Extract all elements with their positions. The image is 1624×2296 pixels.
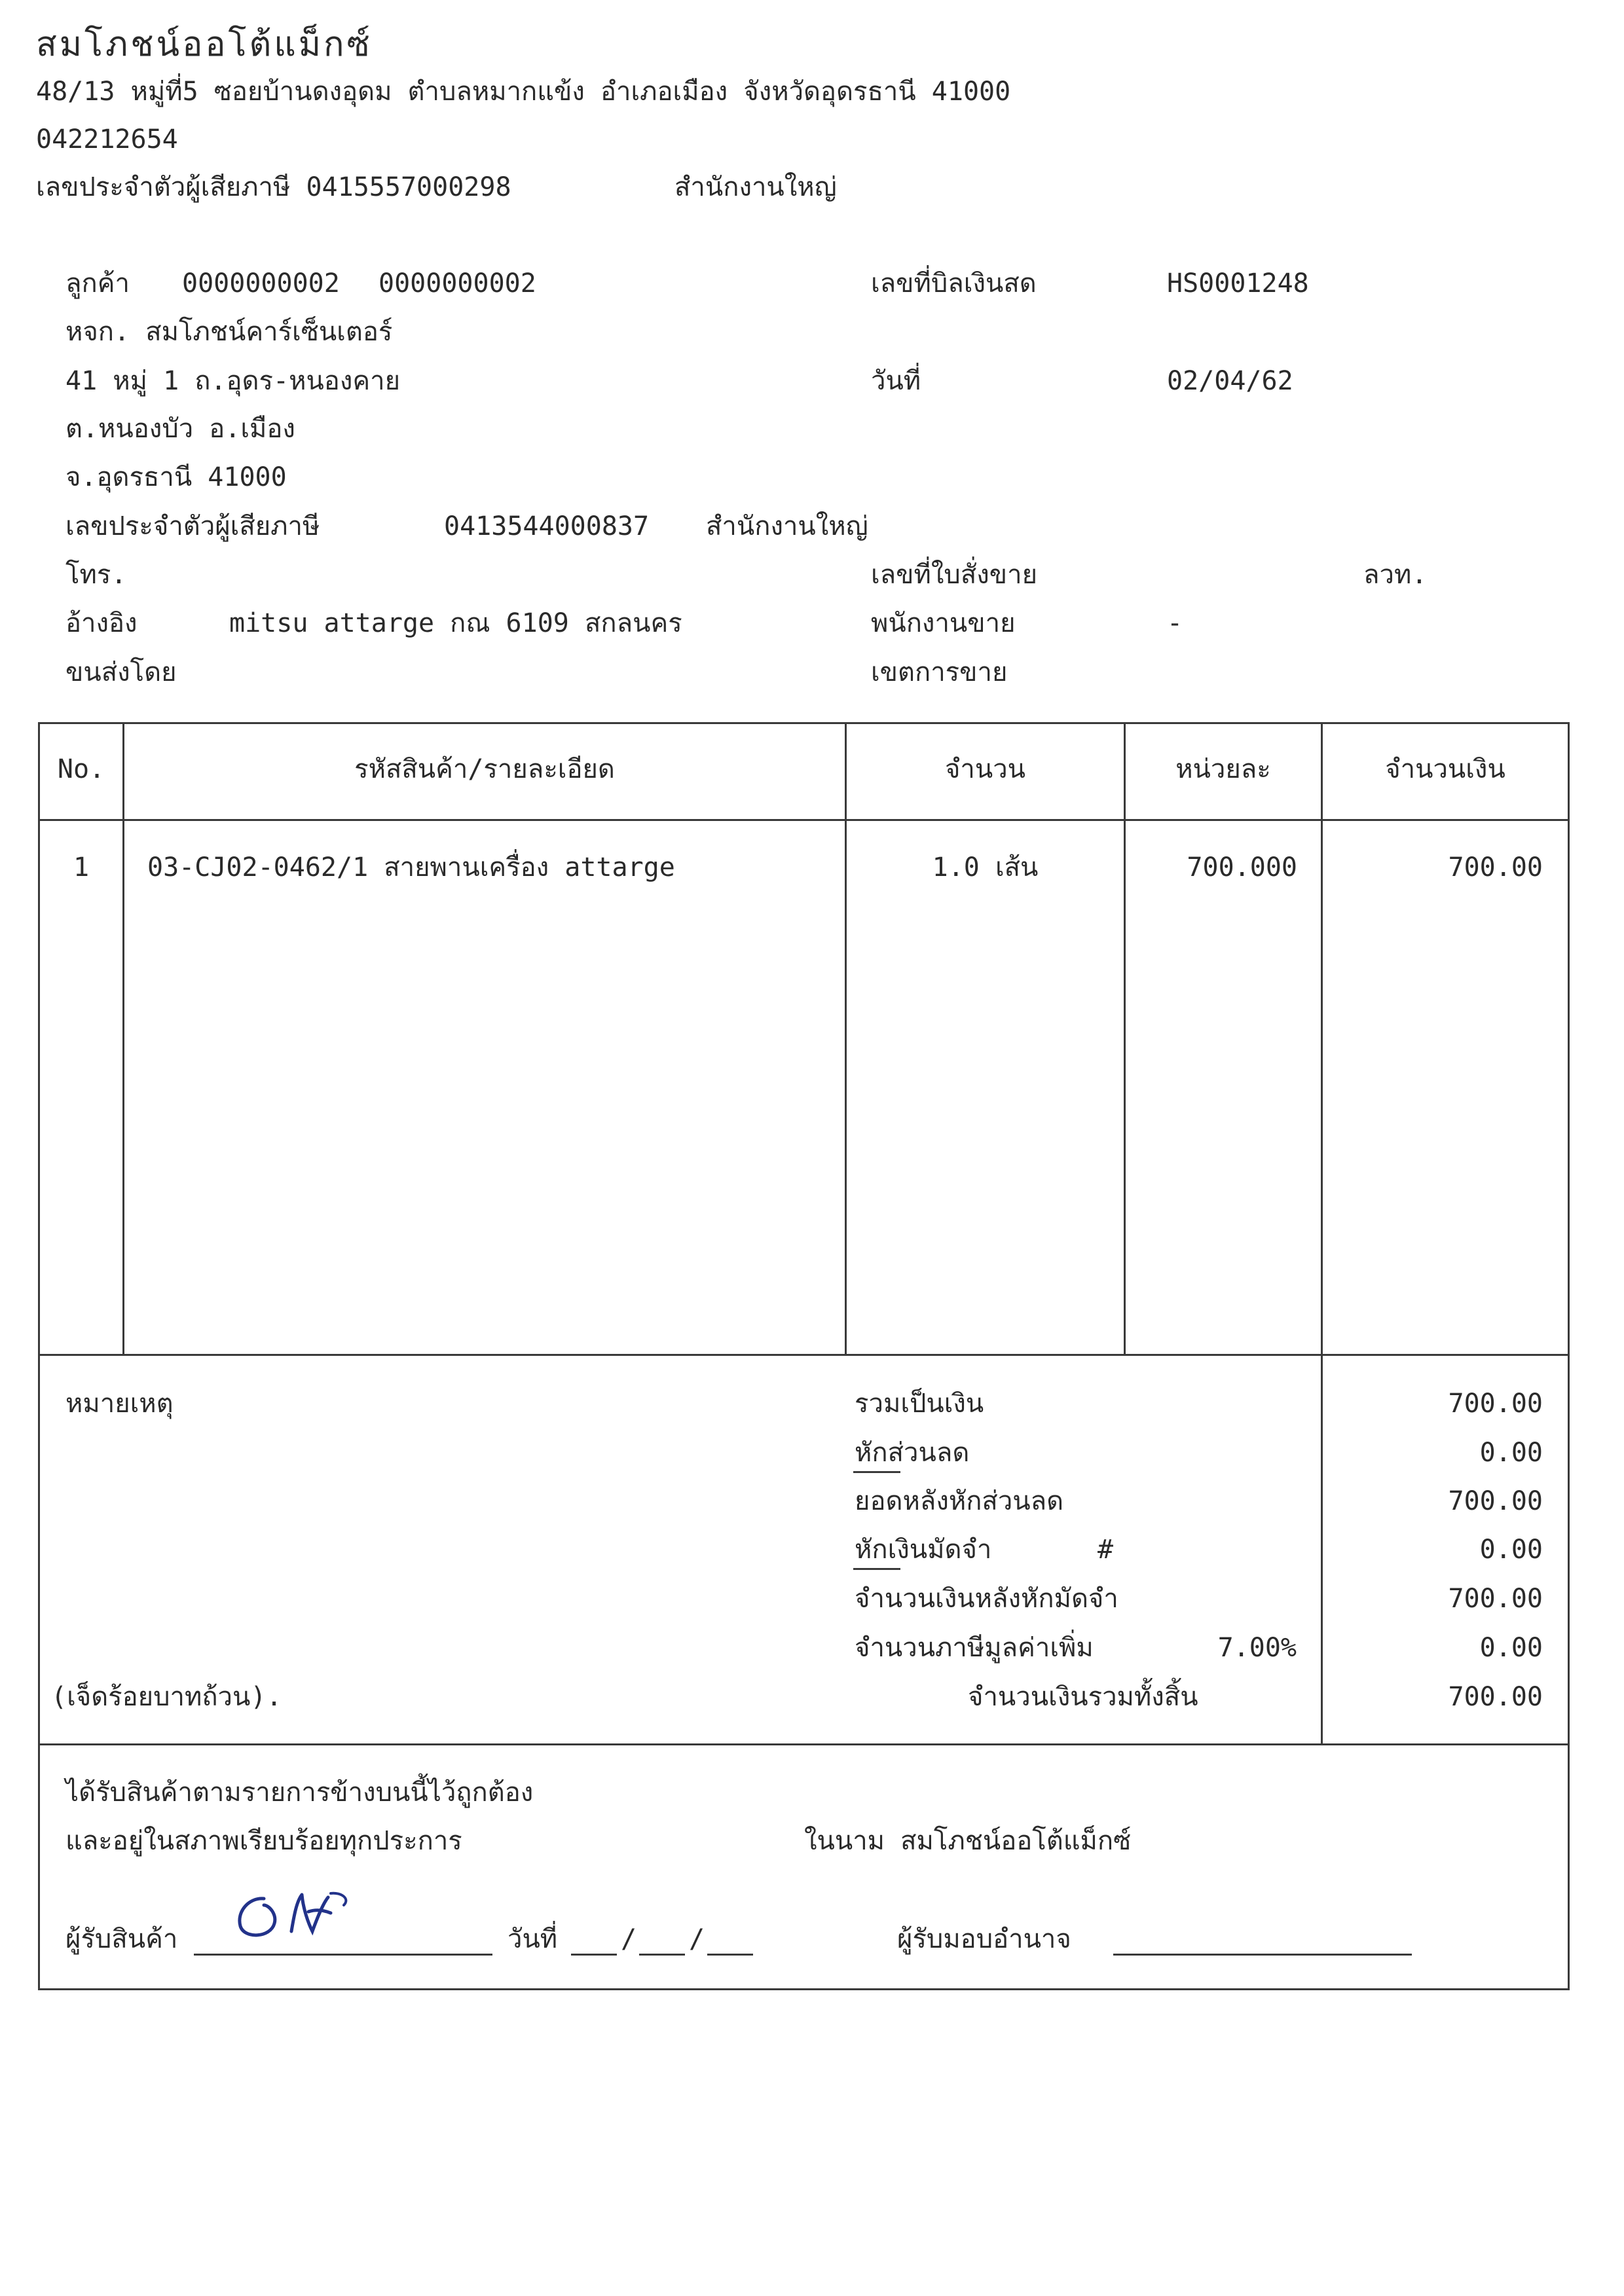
company-tax-id: เลขประจำตัวผู้เสียภาษี 0415557000298 bbox=[36, 172, 511, 202]
after-discount-value: 700.00 bbox=[1448, 1486, 1543, 1516]
customer-branch: สำนักงานใหญ่ bbox=[706, 511, 868, 541]
customer-address-2: ต.หนองบัว อ.เมือง bbox=[65, 414, 295, 444]
on-behalf-of: ในนาม สมโภชน์ออโต้แม็กซ์ bbox=[804, 1826, 1132, 1856]
bill-number: HS0001248 bbox=[1167, 268, 1309, 299]
receipt-confirmation-line-1: ได้รับสินค้าตามรายการข้างบนนี้ไว้ถูกต้อง bbox=[65, 1777, 534, 1808]
row-number: 1 bbox=[73, 852, 90, 883]
vat-label: จำนวนภาษีมูลค่าเพิ่ม bbox=[855, 1633, 1094, 1663]
table-border-right bbox=[1568, 722, 1570, 1990]
receiver-signature bbox=[226, 1886, 435, 1948]
discount-underline bbox=[853, 1471, 900, 1473]
discount-value: 0.00 bbox=[1479, 1438, 1543, 1468]
deposit-value: 0.00 bbox=[1479, 1535, 1543, 1565]
discount-label bbox=[855, 1440, 969, 1466]
receipt-confirmation-line-2: และอยู่ในสภาพเรียบร้อยทุกประการ bbox=[65, 1826, 462, 1856]
date-blank-month bbox=[639, 1954, 685, 1956]
deposit-label bbox=[855, 1537, 991, 1563]
customer-phone-label: โทร. bbox=[65, 560, 127, 590]
deposit-label-deduct: หัก bbox=[855, 1535, 888, 1565]
row-description: 03-CJ02-0462/1 สายพานเครื่อง attarge bbox=[147, 852, 675, 883]
vat-rate: 7.00% bbox=[1217, 1633, 1297, 1663]
deposit-hash: # bbox=[1098, 1535, 1114, 1565]
date-slash-icon: / bbox=[689, 1924, 705, 1954]
subtotal-label: รวมเป็นเงิน bbox=[855, 1389, 984, 1419]
column-header-no: No. bbox=[57, 754, 105, 784]
salesman-value: - bbox=[1167, 608, 1183, 638]
deposit-label-text: เงินมัดจำ bbox=[887, 1535, 992, 1565]
receiver-signature-line bbox=[194, 1954, 492, 1956]
bill-number-label: เลขที่บิลเงินสด bbox=[871, 268, 1037, 299]
deposit-underline bbox=[853, 1568, 900, 1570]
table-border-bottom bbox=[38, 1988, 1570, 1990]
discount-label-deduct: หัก bbox=[855, 1438, 888, 1468]
authorized-signature-line bbox=[1113, 1954, 1412, 1956]
company-phone: 042212654 bbox=[36, 124, 178, 155]
date-blank-year bbox=[707, 1954, 753, 1956]
customer-code-2: 0000000002 bbox=[378, 268, 536, 299]
salesman-label: พนักงานขาย bbox=[871, 608, 1016, 638]
shipping-label: ขนส่งโดย bbox=[65, 657, 177, 687]
vat-value: 0.00 bbox=[1479, 1633, 1543, 1663]
row-quantity: 1.0 เส้น bbox=[932, 852, 1039, 883]
column-header-amount: จำนวนเงิน bbox=[1385, 754, 1505, 784]
column-header-description: รหัสสินค้า/รายละเอียด bbox=[354, 754, 615, 784]
column-divider bbox=[845, 722, 847, 1355]
order-number-label: เลขที่ใบสั่งขาย bbox=[871, 560, 1038, 590]
signature-scribble bbox=[226, 1886, 435, 1948]
after-deposit-label: จำนวนเงินหลังหักมัดจำ bbox=[855, 1584, 1118, 1614]
order-number: ลวท. bbox=[1363, 560, 1428, 590]
company-name: สมโภชน์ออโต้แม็กซ์ bbox=[36, 25, 373, 64]
grand-total-label: จำนวนเงินรวมทั้งสิ้น bbox=[968, 1682, 1198, 1712]
row-amount: 700.00 bbox=[1448, 852, 1543, 883]
customer-code-1: 0000000002 bbox=[182, 268, 340, 299]
column-divider bbox=[122, 722, 124, 1355]
receiver-label: ผู้รับสินค้า bbox=[65, 1924, 178, 1954]
after-discount-label: ยอดหลังหักส่วนลด bbox=[855, 1486, 1064, 1516]
document-date: 02/04/62 bbox=[1167, 366, 1293, 396]
date-blank-day bbox=[571, 1954, 617, 1956]
receipt-date-label: วันที่ bbox=[507, 1924, 558, 1954]
customer-tax-id: 0413544000837 bbox=[444, 511, 650, 541]
date-slash-icon: / bbox=[621, 1924, 637, 1954]
company-branch: สำนักงานใหญ่ bbox=[674, 172, 837, 202]
sales-area-label: เขตการขาย bbox=[871, 657, 1008, 687]
column-divider bbox=[1124, 722, 1126, 1355]
after-deposit-value: 700.00 bbox=[1448, 1584, 1543, 1614]
reference-value: mitsu attarge กณ 6109 สกลนคร bbox=[229, 608, 682, 638]
grand-total-value: 700.00 bbox=[1448, 1682, 1543, 1712]
table-border-left bbox=[38, 722, 40, 1990]
summary-bottom-divider bbox=[38, 1743, 1570, 1745]
column-header-quantity: จำนวน bbox=[944, 754, 1026, 784]
customer-address-3: จ.อุดรธานี 41000 bbox=[65, 462, 287, 492]
company-address: 48/13 หมู่ที่5 ซอยบ้านดงอุดม ตำบลหมากแข้ง อำเภอเมือง จังหวัดอุดรธานี 41000 bbox=[36, 77, 1011, 107]
subtotal-value: 700.00 bbox=[1448, 1389, 1543, 1419]
customer-label: ลูกค้า bbox=[65, 268, 130, 299]
header-divider bbox=[38, 819, 1570, 821]
reference-label: อ้างอิง bbox=[65, 608, 138, 638]
customer-tax-label: เลขประจำตัวผู้เสียภาษี bbox=[65, 511, 320, 541]
table-border-top bbox=[38, 722, 1570, 724]
column-header-unit-price: หน่วยละ bbox=[1175, 754, 1271, 784]
customer-name: หจก. สมโภชน์คาร์เซ็นเตอร์ bbox=[65, 317, 393, 347]
items-bottom-divider bbox=[38, 1354, 1570, 1356]
row-unit-price: 700.000 bbox=[1187, 852, 1297, 883]
customer-address-1: 41 หมู่ 1 ถ.อุดร-หนองคาย bbox=[65, 366, 401, 396]
amount-in-words: (เจ็ดร้อยบาทถ้วน). bbox=[51, 1682, 282, 1712]
date-label: วันที่ bbox=[871, 366, 921, 396]
remark-label: หมายเหตุ bbox=[65, 1389, 174, 1419]
discount-label-text: ส่วนลด bbox=[887, 1438, 970, 1468]
authorized-person-label: ผู้รับมอบอำนาจ bbox=[897, 1924, 1071, 1954]
